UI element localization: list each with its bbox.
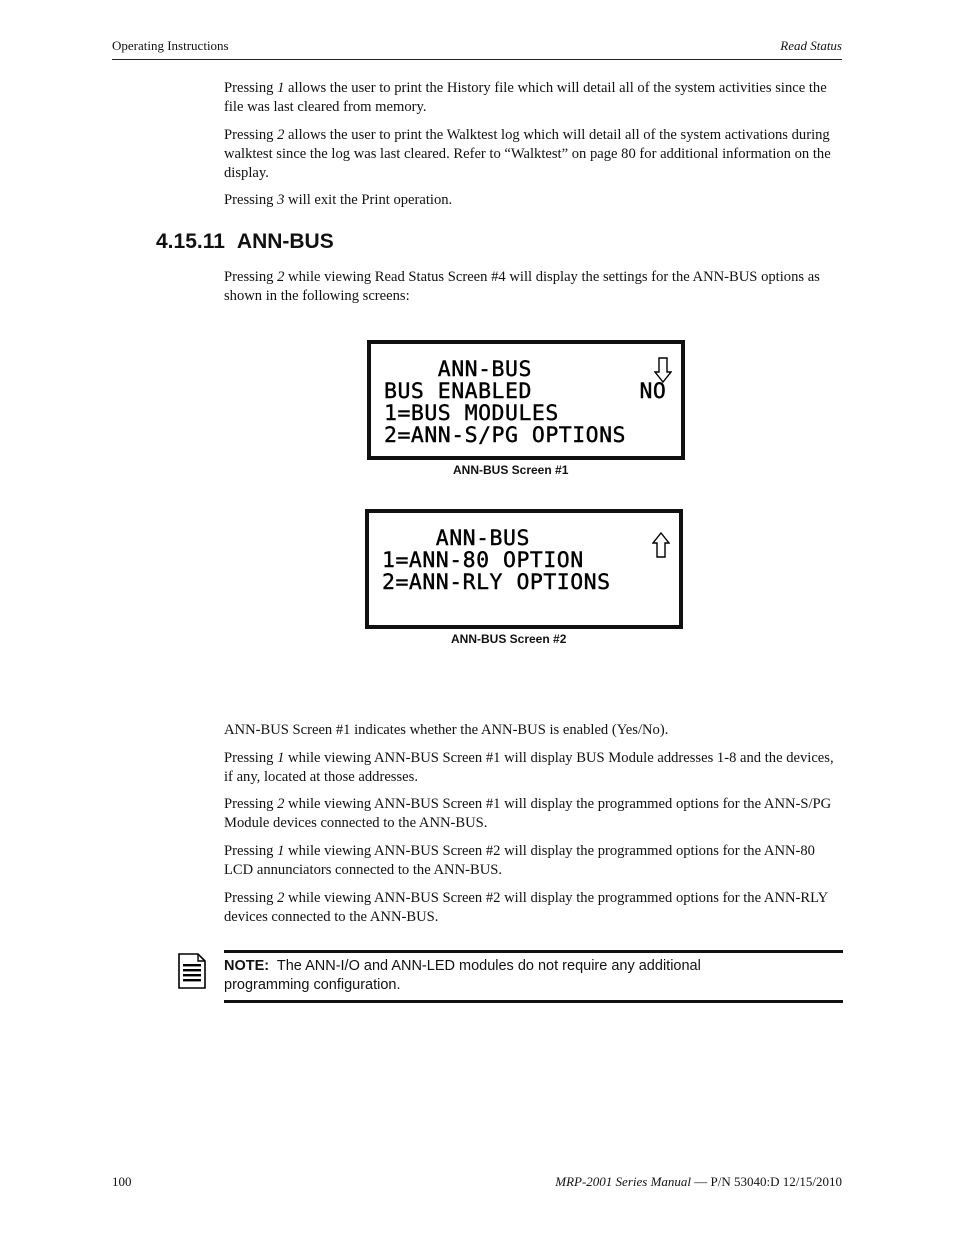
running-header-right: Read Status <box>780 38 842 53</box>
note-document-icon <box>178 953 206 989</box>
intro-paragraph-3: Pressing 3 will exit the Print operation. <box>224 192 453 208</box>
detail-paragraph-5: Pressing 2 while viewing ANN-BUS Screen #2 will display the programmed options for the ANN-RLY devices connected to the ANN-BUS. <box>224 890 828 925</box>
screen1-line-2: BUS ENABLED NO <box>384 379 667 404</box>
ann-bus-screen-2 <box>365 509 683 629</box>
section-lead-paragraph: Pressing 2 while viewing Read Status Screen #4 will display the settings for the ANN-BUS options as shown in the following screens: <box>224 269 820 304</box>
note-rule-top <box>224 950 843 953</box>
note-text: The ANN-I/O and ANN-LED modules do not require any additional programming configuration. <box>224 958 701 993</box>
screen1-line-1: ANN-BUS <box>384 357 532 382</box>
running-header-left: Operating Instructions <box>112 38 229 53</box>
note-label: NOTE: <box>224 958 270 974</box>
screen2-line-2: 1=ANN-80 OPTION <box>382 548 584 573</box>
page-number: 100 <box>112 1174 132 1189</box>
detail-paragraph-2: Pressing 1 while viewing ANN-BUS Screen #1 will display BUS Module addresses 1-8 and the devices, if any, located at those addresses. <box>224 750 834 785</box>
note-rule-bottom <box>224 1000 843 1003</box>
intro-paragraph-2: Pressing 2 allows the user to print the Walktest log which will detail all of the system activations during walktest since the log was last cleared. Refer to “Walktest” on page 80 for additional information on the display. <box>224 127 831 181</box>
note-box <box>224 957 784 995</box>
screen2-caption: ANN-BUS Screen #2 <box>451 632 567 646</box>
ann-bus-screen-1 <box>367 340 685 460</box>
screen2-line-1: ANN-BUS <box>382 526 530 551</box>
intro-paragraph-1: Pressing 1 allows the user to print the History file which will detail all of the system activities since the file was last cleared from memory. <box>224 80 827 115</box>
section-title: ANN-BUS <box>236 230 334 253</box>
detail-paragraph-3: Pressing 2 while viewing ANN-BUS Screen #1 will display the programmed options for the ANN-S/PG Module devices connected to the ANN-BUS. <box>224 796 832 831</box>
screen1-line-4: 2=ANN-S/PG OPTIONS <box>384 423 626 448</box>
down-arrow-icon <box>654 357 672 383</box>
screen1-caption: ANN-BUS Screen #1 <box>453 463 569 477</box>
section-heading <box>156 230 346 254</box>
detail-paragraph-4: Pressing 1 while viewing ANN-BUS Screen #2 will display the programmed options for the ANN-80 LCD annunciators connected to the ANN-BUS. <box>224 843 815 878</box>
footer-manual-info: MRP-2001 Series Manual — P/N 53040:D 12/15/2010 <box>555 1174 842 1189</box>
header-rule <box>112 59 842 60</box>
detail-paragraph-1: ANN-BUS Screen #1 indicates whether the ANN-BUS is enabled (Yes/No). <box>224 722 669 738</box>
up-arrow-icon <box>652 532 670 558</box>
section-number: 4.15.11 <box>156 230 225 253</box>
screen1-line-3: 1=BUS MODULES <box>384 401 559 426</box>
screen2-line-3: 2=ANN-RLY OPTIONS <box>382 570 611 595</box>
